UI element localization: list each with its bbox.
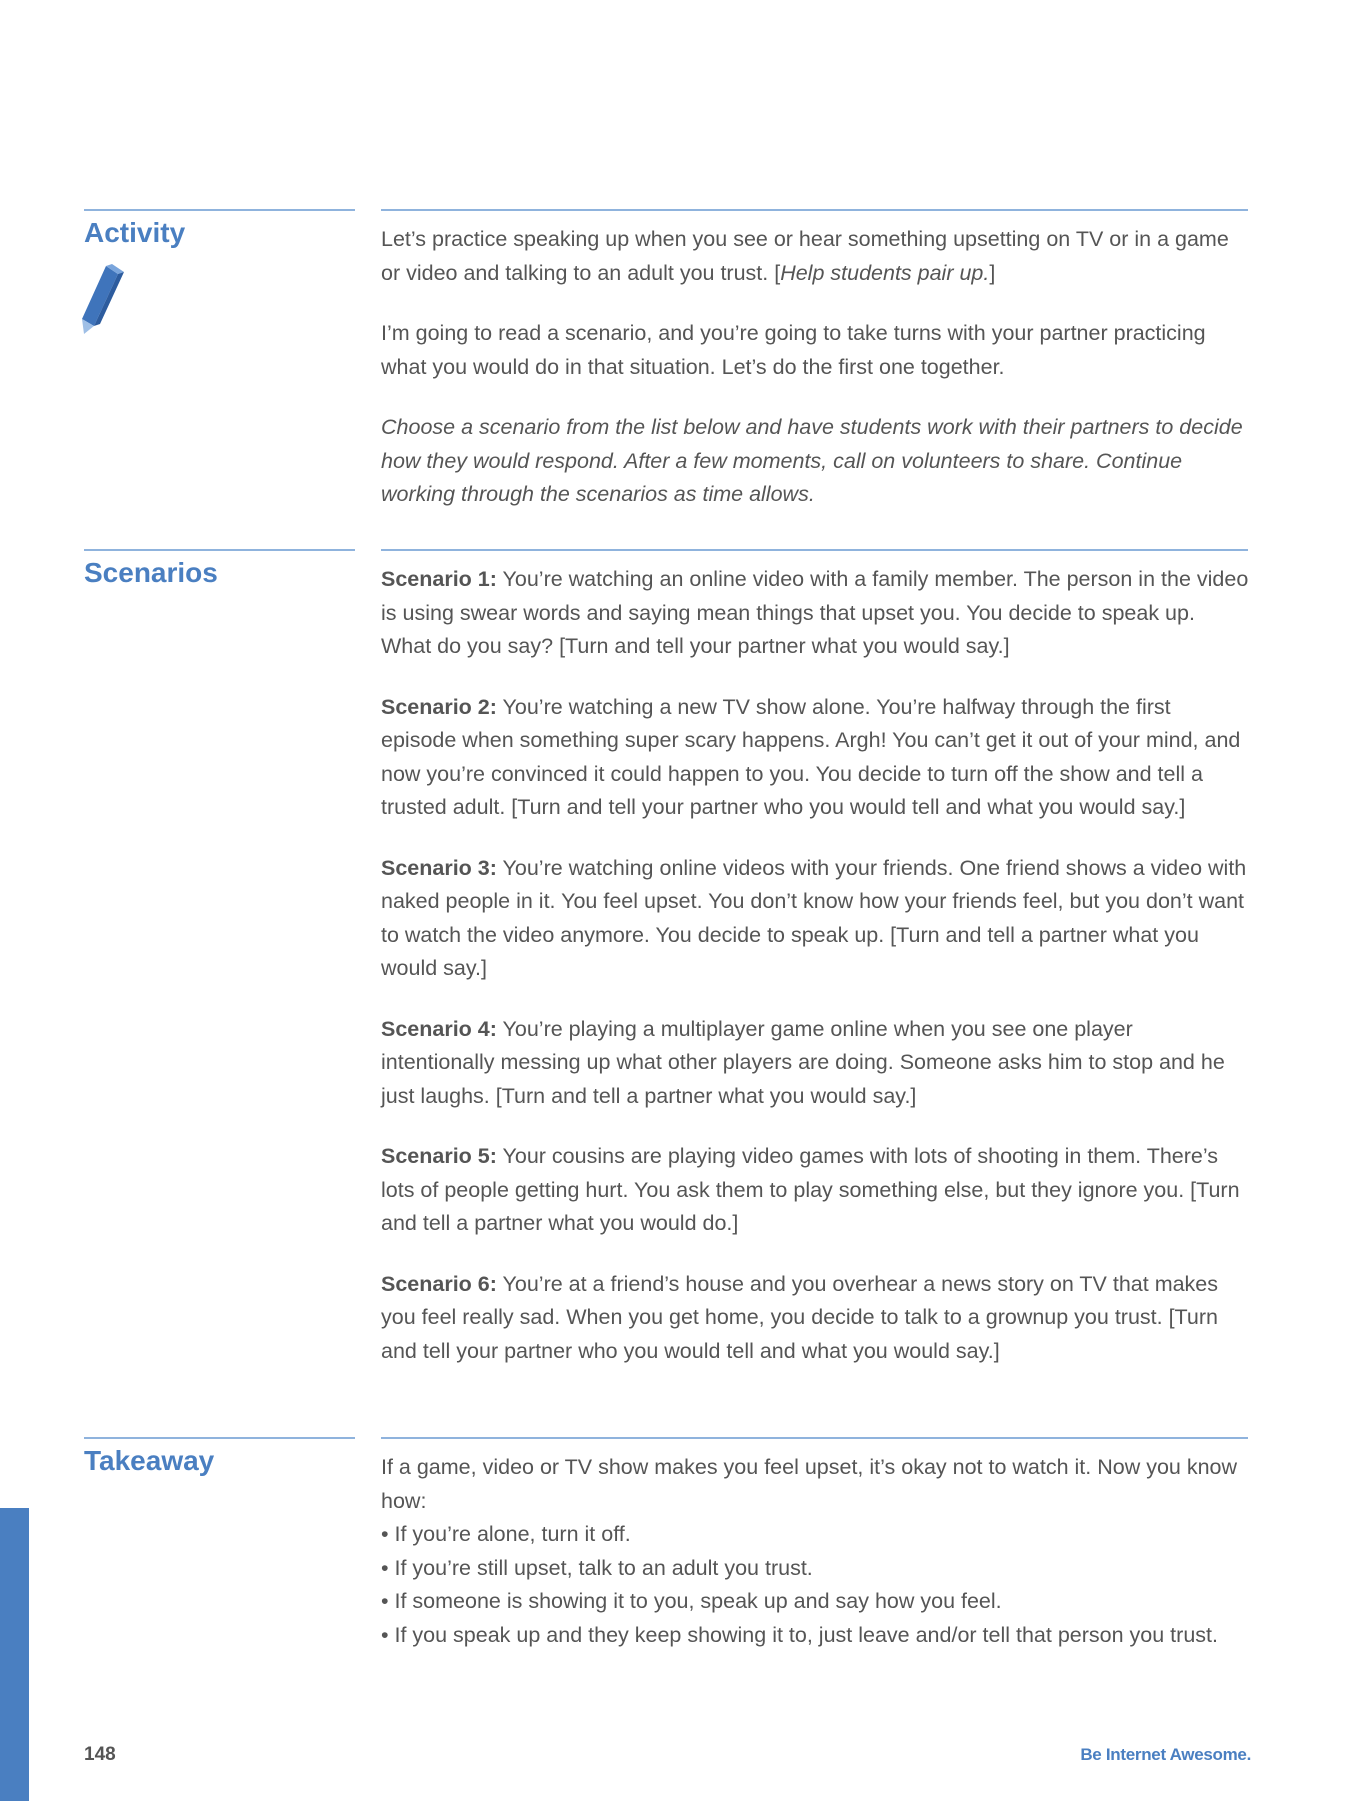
activity-body [381,223,1251,512]
page-number: 148 [84,1744,116,1765]
scenario-item: Scenario 2: You’re watching a new TV show alone. You’re halfway through the first episode when something super scary happens. Argh! You can’t get it out of your mind, and now you’re convinced it could happen to you. You decide to turn off the show and tell a trusted adult. [Turn and tell your partner who you would tell and what you would say.] [381,694,1241,819]
activity-heading: Activity [84,217,186,248]
side-accent-bar [0,1508,29,1801]
activity-paragraph-3: Choose a scenario from the list below and have students work with their partners to decide how they would respond. After a few moments, call on volunteers to share. Continue working through the scenarios as time allows. [381,415,1243,506]
scenario-item: Scenario 6: You’re at a friend’s house and you overhear a news story on TV that makes you feel really sad. When you get home, you decide to talk to a grownup you trust. [Turn and tell your partner who you would tell and what you would say.] [381,1271,1219,1363]
pencil-icon [82,264,130,334]
scenario-item: Scenario 1: You’re watching an online video with a family member. The person in the video is using swear words and saying mean things that upset you. You decide to speak up. What do you say? [Turn and tell your partner what you would say.] [381,567,1249,658]
activity-rule-right [381,209,1248,211]
list-item: • If you’re alone, turn it off. [381,1522,631,1546]
activity-rule-left [84,209,355,211]
takeaway-rule-left [84,1437,355,1439]
takeaway-rule-right [381,1437,1248,1439]
takeaway-heading: Takeaway [84,1445,215,1476]
scenario-item: Scenario 3: You’re watching online videos with your friends. One friend shows a video with naked people in it. You feel upset. You don’t know how your friends feel, but you don’t want to watch the video anymore. You decide to speak up. [Turn and tell a partner what you would say.] [381,855,1247,980]
scenario-item: Scenario 5: Your cousins are playing video games with lots of shooting in them. There’s lots of people getting hurt. You ask them to play something else, but they ignore you. [Turn and tell a partner what you would do.] [381,1144,1240,1235]
list-item: • If someone is showing it to you, speak up and say how you feel. [381,1589,1002,1613]
brand-logo: Be Internet Awesome. [1080,1745,1251,1764]
scenarios-heading: Scenarios [84,557,218,588]
takeaway-body [381,1451,1251,1652]
list-item: • If you speak up and they keep showing it to, just leave and/or tell that person you trust. [381,1622,1218,1647]
scenario-label: Scenario 2: [381,694,497,719]
scenario-item: Scenario 4: You’re playing a multiplayer game online when you see one player intentionally messing up what other players are doing. Someone asks him to stop and he just laughs. [Turn and tell a partner what you would say.] [381,1016,1225,1108]
takeaway-intro: If a game, video or TV show makes you feel upset, it’s okay not to watch it. Now you know how: [381,1455,1238,1513]
list-item: • If you’re still upset, talk to an adult you trust. [381,1555,813,1580]
takeaway-list [381,1518,1251,1652]
scenario-label: Scenario 1: [381,567,497,591]
activity-paragraph-2: I’m going to read a scenario, and you’re going to take turns with your partner practicing what you would do in that situation. Let’s do the first one together. [381,321,1206,379]
scenario-label: Scenario 5: [381,1144,497,1168]
scenario-label: Scenario 6: [381,1271,497,1296]
scenarios-body [381,563,1251,1368]
scenarios-rule-right [381,549,1248,551]
scenario-label: Scenario 4: [381,1016,497,1041]
activity-paragraph-1: Let’s practice speaking up when you see or hear something upsetting on TV or in a game or video and talking to an adult you trust. [Help students pair up.] [381,227,1229,285]
scenario-label: Scenario 3: [381,855,497,880]
scenarios-rule-left [84,549,355,551]
